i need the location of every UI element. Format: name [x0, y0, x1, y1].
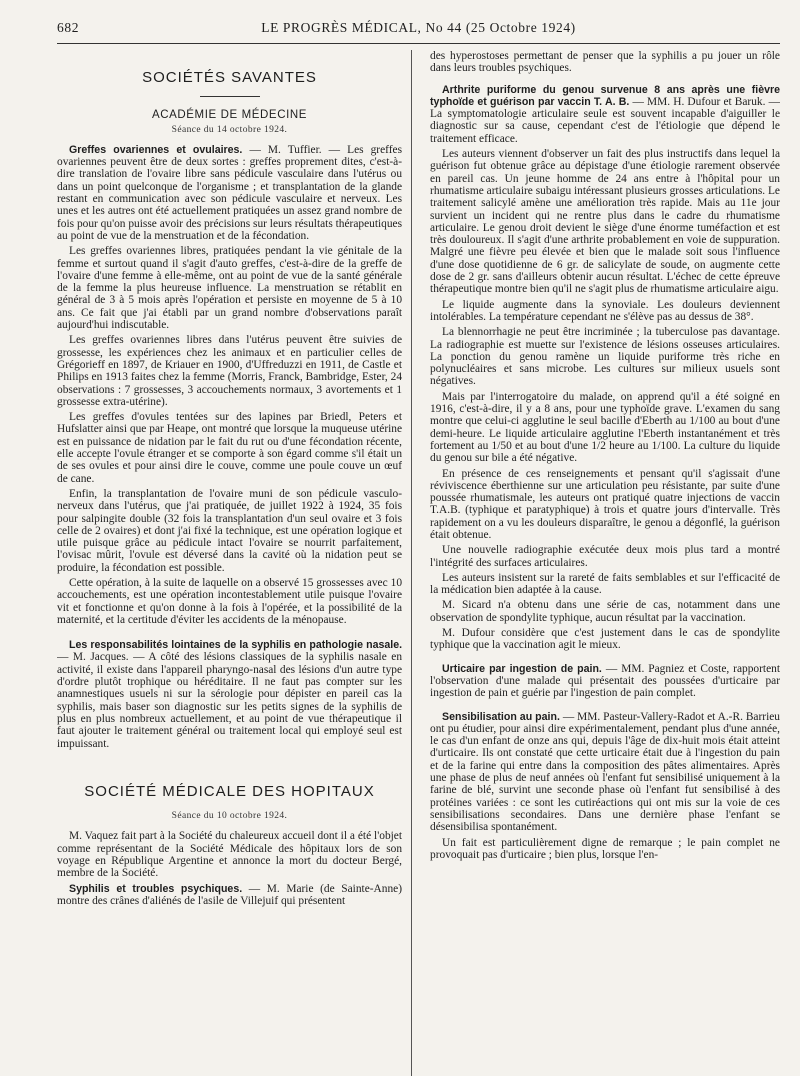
journal-title: LE PROGRÈS MÉDICAL, No 44 (25 Octobre 1924): [261, 20, 576, 35]
running-head: [57, 20, 780, 36]
paragraph: Les greffes ovariennes libres, pratiquées pendant la vie génitale de la femme et surtout quand il s'agit d'auto greffes, c'est-à-dire de la greffe de l'ovaire d'une femme à elle-même, ont au point de vue de la santé générale de la femme la plus heureuse influence. La menstruation se rétablit en général de 3 à 5 mois après l'opération et persiste en moyenne de 5 à 10 ans. Ce fait que j'ai établi par un grand nombre d'observations paraît aujourd'hui indiscutable.: [57, 245, 403, 332]
paragraph: M. Dufour considère que c'est justement dans le cas de spondylite typhique que la vaccination agit le mieux.: [430, 627, 780, 652]
paragraph: Arthrite puriforme du genou survenue 8 ans après une fièvre typhoïde et guérison par vaccin T. A. B. — MM. H. Dufour et Baruk. — La symptomatologie articulaire seule est souvent incapable d'aiguiller le diagnostic sur sa cause, cependant c'est de l'étiologie que dépend le traitement efficace.: [430, 83, 780, 145]
left-column: [57, 50, 402, 1076]
paragraph: La blennorrhagie ne peut être incriminée ; la tuberculose pas davantage. La radiographie est muette sur l'existence de lésions osseuses articulaires. La ponction du genou ramène un liquide puriforme très riche en polynucléaires et sans microbe. Les cultures sur milieux usuels sont négatives.: [430, 326, 780, 388]
paragraph-heading: Greffes ovariennes et ovulaires.: [69, 143, 243, 156]
header-rule: [57, 43, 780, 44]
paragraph: Cette opération, à la suite de laquelle on a observé 15 grossesses avec 10 accouchements, est une opération incontestablement utile puisque l'ovaire vit et fonctionne et qu'on donne à la fois à l'opérée, et la possibilité de la maternité, et la certitude d'éviter les accidents de la ménopause.: [57, 576, 403, 626]
paragraph: M. Sicard n'a obtenu dans une série de cas, notamment dans une observation de spondylite typhique, aucun résultat par la vaccination.: [430, 599, 780, 624]
paragraph: Enfin, la transplantation de l'ovaire muni de son pédicule vasculo-nerveux dans l'utérus, que j'ai pratiquée, de juillet 1922 à 1924, 35 fois pour salpingite double (32 fois la transplantation d'un seul ovaire et 3 fois celle de 2 ovaires) et dont j'ai fixé la technique, est une opération logique et utile puisque grâce au pédicule intact l'ovaire se nourrit parfaitement, l'ovisac mûrit, l'ovule est déversé dans la cavité où la nidation peut se produire, la fécondation est possible.: [57, 487, 403, 574]
title-divider: [200, 96, 260, 97]
paragraph: des hyperostoses permettant de penser que la syphilis a pu jouer un rôle dans leurs troubles psychiques.: [430, 50, 780, 75]
right-column: [430, 50, 780, 1076]
hopitaux-seance: Séance du 10 octobre 1924.: [171, 811, 288, 822]
paragraph: Le liquide augmente dans la synoviale. Les douleurs deviennent intolérables. La température cependant ne s'élève pas au dessus de 38°.: [430, 298, 780, 323]
paragraph-heading: Sensibilisation au pain.: [442, 710, 560, 723]
paragraph: Les greffes d'ovules tentées sur des lapines par Briedl, Peters et Hufslatter ainsi que par Heape, ont montré que lorsque la muqueuse utérine est en puissance de nidation par le fait du rut ou d'une fécondation récente, elle accepte l'ovule étranger et se comporte à son égard comme s'il était un de ses ovules et pour ainsi dire le couve, comme une poule couve un œuf de cane.: [57, 411, 403, 485]
section-title: SOCIÉTÉS SAVANTES: [142, 69, 317, 86]
paragraph: Les greffes ovariennes libres dans l'utérus peuvent être suivies de grossesse, les expériences chez les animaux et en particulier celles de Grégorieff en 1897, de Kriauer en 1900, d'Uffreduzzi en 1911, de Castle et Philips en 1913 faites chez la femme (Morris, Franck, Bambridge, Ester, 24 observations : 7 grossesses, 3 accouchements normaux, 3 avortements et 1 grossesse extra-utérine).: [57, 334, 403, 408]
paragraph: Une nouvelle radiographie exécutée deux mois plus tard a montré l'intégrité des surfaces articulaires.: [430, 544, 780, 569]
academy-title: ACADÉMIE DE MÉDECINE: [151, 109, 308, 122]
paragraph: Les responsabilités lointaines de la syphilis en pathologie nasale. — M. Jacques. — A côté des lésions classiques de la syphilis nasale en activité, il existe dans l'appareil pharyngo-nasal des lésions d'un autre type d'ordre plutôt trophique ou héréditaire. Il ne faut pas compter sur les anamnestiques usuels ni sur la sérologie pour dépister en pareil cas la syphilis, mais baser son diagnostic sur les petits signes de la syphilis de plus en plus nombreux actuellement, et au point de vue thérapeutique il faut ajouter le traitement général ou traitement local qui employé seul est impuissant.: [57, 639, 403, 750]
paragraph: Les auteurs viennent d'observer un fait des plus instructifs dans lequel la guérison fut obtenue grâce au dépistage d'une étiologie rarement observée en pareil cas. Un jeune homme de 24 ans entre à l'hôpital pour un rhumatisme articulaire subaigu intéressant plusieurs grosses articulations. Le traitement salicylé amène une amélioration très rapide. Mais au 11e jour survient un incident qui ne rentre plus dans le cadre du rhumatisme articulaire. Le genou droit devient le siège d'une énorme tuméfaction et est très douloureux. Il s'agit d'une arthrite probablement en voie de suppuration. Malgré une fièvre peu élevée et bien que le malade soit sous l'influence d'une dose quotidienne de 6 gr. de salicylate de soude, on augmente cette dose de 2 gr. sans d'ailleurs obtenir aucun résultat. L'échec de cette épreuve thérapeutique montre bien qu'il ne s'agit plus de rhumatisme articulaire aigu.: [430, 148, 780, 296]
paragraph-heading: Syphilis et troubles psychiques.: [69, 882, 243, 895]
paragraph: Syphilis et troubles psychiques. — M. Marie (de Sainte-Anne) montre des crânes d'aliénés de l'asile de Villejuif qui présentent: [57, 882, 403, 907]
paragraph: Mais par l'interrogatoire du malade, on apprend qu'il a été soigné en 1916, c'est-à-dire, il y a 8 ans, pour une typhoïde grave. L'examen du sang montre que celui-ci agglutine le seul bacille d'Eberth au 1/100 au bout d'une demi-heure. Le liquide articulaire agglutine l'Eberth instantanément et très fortement au 1/50 et au bout d'une 1/2 heure au 1/100. La culture du liquide du genou sur bile a été négative.: [430, 390, 780, 465]
paragraph: En présence de ces renseignements et pensant qu'il s'agissait d'une réviviscence éberthienne sur une articulation peu résistante, par suite d'une poussée rhumatismale, les auteurs ont pratiqué quatre injections de vaccin T.A.B. (typhique et paratyphique) à trois et quatre jours d'intervalle. Très rapidement on a vu les douleurs disparaître, le genou a dégonflé, la guérison était obtenue.: [430, 467, 780, 541]
academy-seance: Séance du 14 octobre 1924.: [171, 124, 288, 135]
paragraph-heading: Arthrite puriforme du genou survenue 8 ans après une fièvre typhoïde et guérison par vaccin T. A. B.: [430, 83, 780, 108]
paragraph: Les auteurs insistent sur la rareté de faits semblables et sur l'efficacité de la médication bien adaptée à la cause.: [430, 571, 780, 597]
page-number: 682: [57, 20, 80, 35]
paragraph: Sensibilisation au pain. — MM. Pasteur-Vallery-Radot et A.-R. Barrieu ont pu étudier, pour ainsi dire expérimentalement, pendant plus d'une année, le cas d'un enfant de onze ans qui, depuis l'âge de dix-huit mois était atteint d'urticaire. Ils ont constaté que cette urticaire était due à l'ingestion du pain et de la farine qui entre dans la composition des pâtes alimentaires. Après une phase de plus de neuf années où l'enfant fut sensibilisé uniquement à la farine de blé, survint une seconde phase où l'enfant fut sensibilisé à des protéines variées : ce sont les cutiréactions qui ont mis sur la voie de ces sensibilisations secondaires. Dans une dernière phase l'enfant se désensibilisa spontanément.: [430, 710, 780, 834]
paragraph: Urticaire par ingestion de pain. — MM. Pagniez et Coste, rapportent l'observation d'une malade qui présentait des poussées d'urticaire par ingestion de pain et guérie par l'ingestion de pain complet.: [430, 662, 780, 700]
paragraph: M. Vaquez fait part à la Société du chaleureux accueil dont il a été l'objet comme représentant de la Société Médicale des hôpitaux lors de son voyage en République Argentine et annonce la mort du docteur Bergé, membre de la Société.: [57, 830, 403, 880]
paragraph: Un fait est particulièrement digne de remarque ; le pain complet ne provoquait pas d'urticaire ; bien plus, lorsque l'en-: [430, 836, 780, 861]
paragraph-heading: Les responsabilités lointaines de la syphilis en pathologie nasale.: [69, 639, 403, 652]
column-divider: [411, 50, 412, 1076]
hopitaux-title: SOCIÉTÉ MÉDICALE DES HOPITAUX: [84, 782, 375, 800]
paragraph: Greffes ovariennes et ovulaires. — M. Tuffier. — Les greffes ovariennes peuvent être de deux sortes : greffes proprement dites, c'est-à-dire translation de l'ovaire libre sans pédicule vasculaire dans l'utérus ou dans un point quelconque de l'organisme ; et transplantation de la glande restant en communication avec son pédicule vasculaire et nerveux. Les unes et les autres ont été actuellement pratiquées un assez grand nombre de fois pour qu'on puisse avoir des précisions sur leurs résultats thérapeutiques au point de vue de la menstruation et de la fécondation.: [57, 143, 403, 242]
paragraph-heading: Urticaire par ingestion de pain.: [442, 662, 602, 675]
